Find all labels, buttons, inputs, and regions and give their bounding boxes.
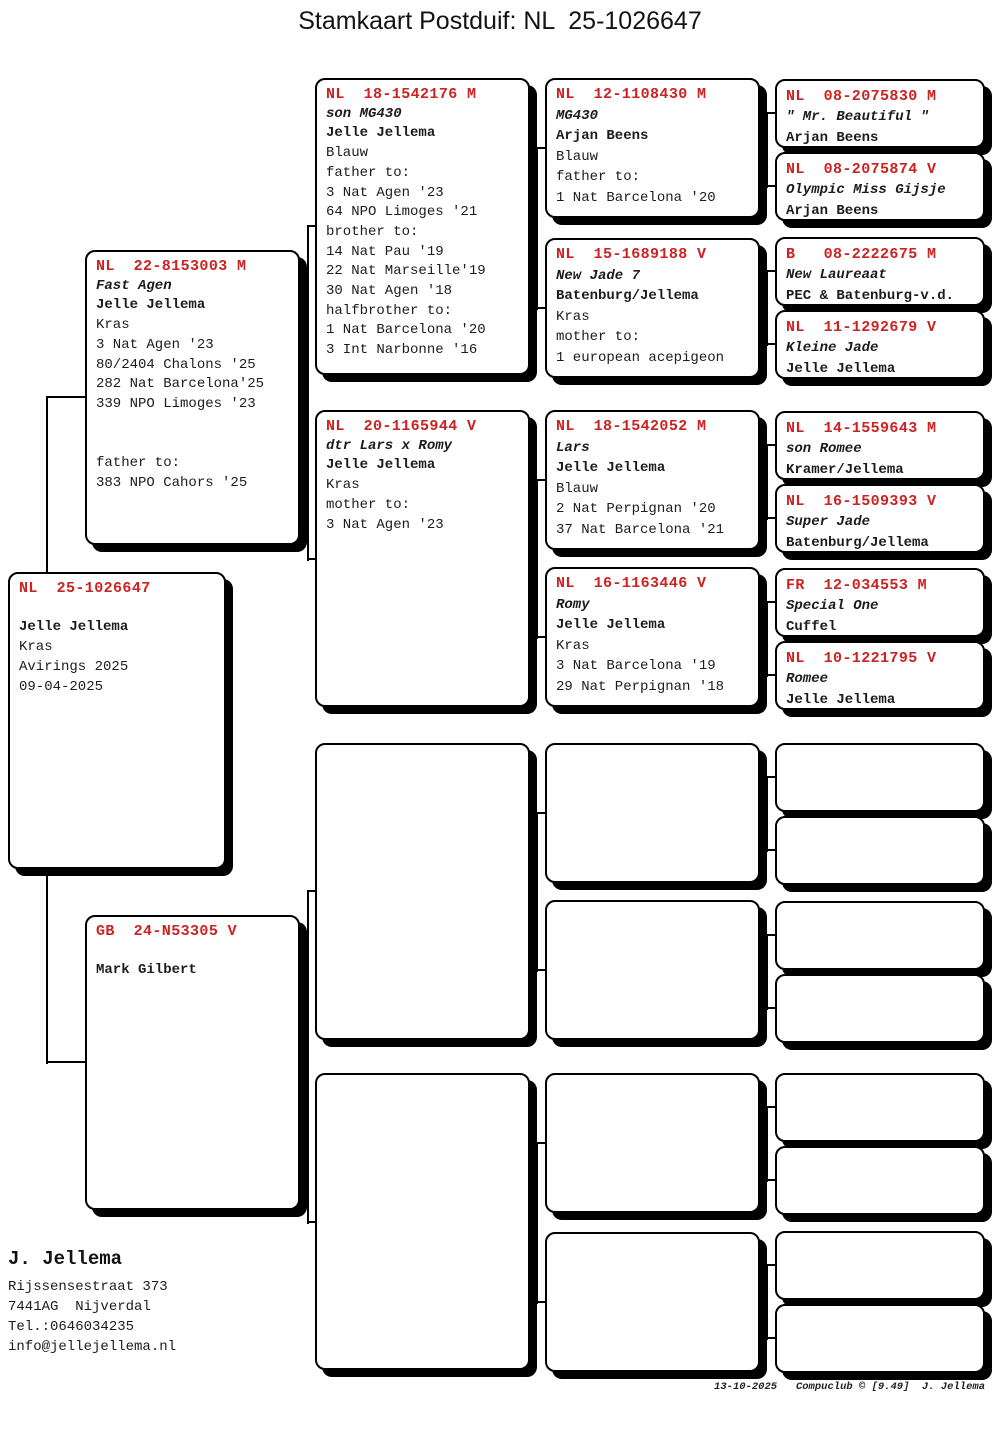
pedigree-box-gen5-5[interactable] — [775, 411, 985, 480]
connector-line — [307, 891, 309, 1224]
pigeon-name: Special One — [786, 598, 879, 614]
pedigree-box-gen5-empty[interactable] — [775, 1304, 985, 1373]
pedigree-box-sire-sire[interactable] — [315, 78, 530, 375]
pigeon-name: son MG430 — [326, 105, 402, 122]
ring-number: NL 22-8153003 M — [96, 258, 247, 275]
connector-line — [536, 479, 546, 481]
fancier-name: Jelle Jellema — [326, 457, 436, 474]
pedigree-box-gen5-empty[interactable] — [775, 974, 985, 1043]
ring-number: B 08-2222675 M — [786, 246, 937, 263]
pedigree-box-sd-sire[interactable] — [545, 410, 760, 550]
page-title: Stamkaart Postduif: NL 25-1026647 — [298, 7, 702, 35]
pigeon-name: Lars — [556, 439, 590, 456]
connector-line — [766, 444, 776, 446]
owner-city: 7441AG Nijverdal — [8, 1299, 151, 1315]
connector-line — [536, 1301, 546, 1303]
pedigree-box-ss-sire[interactable] — [545, 78, 760, 218]
pigeon-name: Romy — [556, 596, 590, 613]
connector-line — [766, 113, 768, 188]
fancier-name: Jelle Jellema — [19, 619, 129, 636]
detail-line: Kras — [326, 477, 360, 494]
pigeon-name: son Romee — [786, 441, 862, 457]
pedigree-box-gen4-empty[interactable] — [545, 900, 760, 1040]
connector-line — [766, 517, 776, 519]
ring-number: NL 08-2075830 M — [786, 88, 937, 105]
detail-line: 3 Nat Agen '23 — [326, 516, 444, 533]
connector-line — [766, 270, 776, 272]
detail-line: mother to: — [556, 329, 641, 346]
pedigree-box-dam-dam-empty[interactable] — [315, 1073, 530, 1370]
detail-line: Blauw — [326, 145, 369, 162]
ring-number: NL 18-1542052 M — [556, 418, 707, 435]
pedigree-box-sire[interactable] — [85, 250, 300, 545]
detail-line: 339 NPO Limoges '23 — [96, 395, 256, 412]
connector-line — [307, 226, 309, 561]
detail-line: 2 Nat Perpignan '20 — [556, 501, 716, 518]
pedigree-box-gen4-empty[interactable] — [545, 1232, 760, 1372]
connector-line — [766, 776, 776, 778]
detail-line: Kras — [556, 637, 590, 654]
detail-line: 64 NPO Limoges '21 — [326, 204, 478, 221]
detail-line: Blauw — [556, 148, 599, 165]
connector-line — [766, 112, 776, 114]
connector-line — [536, 480, 538, 639]
detail-line: halfbrother to: — [326, 302, 453, 319]
detail-line: father to: — [326, 164, 411, 181]
detail-line: brother to: — [326, 223, 419, 240]
fancier-name: Jelle Jellema — [556, 460, 666, 477]
fancier-name: Batenburg/Jellema — [786, 535, 929, 551]
ring-number: NL 11-1292679 V — [786, 319, 937, 336]
ring-number: NL 20-1165944 V — [326, 418, 477, 435]
connector-line — [766, 777, 768, 852]
connector-line — [536, 1142, 546, 1144]
pedigree-box-gen5-empty[interactable] — [775, 901, 985, 970]
pigeon-name: MG430 — [556, 107, 599, 124]
owner-street: Rijssensestraat 373 — [8, 1279, 168, 1295]
connector-line — [307, 1221, 316, 1223]
connector-line — [766, 602, 768, 677]
connector-line — [766, 1107, 768, 1182]
ring-number: NL 14-1559643 M — [786, 420, 937, 437]
fancier-name: Arjan Beens — [786, 203, 879, 219]
owner-block — [8, 1246, 176, 1357]
pedigree-box-gen5-1[interactable] — [775, 79, 985, 148]
detail-line: 1 european acepigeon — [556, 349, 725, 366]
connector-line — [307, 890, 316, 892]
pedigree-box-subject[interactable] — [8, 572, 226, 869]
detail-line: mother to: — [326, 496, 411, 513]
pedigree-box-gen5-empty[interactable] — [775, 1146, 985, 1215]
pigeon-name — [96, 942, 294, 962]
pedigree-box-gen5-empty[interactable] — [775, 816, 985, 885]
ring-number: NL 08-2075874 V — [786, 161, 937, 178]
ring-number: NL 12-1108430 M — [556, 86, 707, 103]
connector-line — [536, 147, 546, 149]
pedigree-box-gen4-empty[interactable] — [545, 743, 760, 883]
fancier-name: Arjan Beens — [556, 128, 649, 145]
detail-line: 30 Nat Agen '18 — [326, 283, 453, 300]
connector-line — [46, 396, 86, 398]
fancier-name: Batenburg/Jellema — [556, 288, 699, 305]
detail-line: father to: — [556, 169, 641, 186]
fancier-name: Arjan Beens — [786, 130, 879, 146]
connector-line — [766, 1264, 776, 1266]
detail-line: 1 Nat Barcelona '20 — [556, 189, 716, 206]
ring-number: NL 15-1689188 V — [556, 246, 707, 263]
detail-line: 383 NPO Cahors '25 — [96, 474, 248, 491]
ring-number: NL 16-1509393 V — [786, 493, 937, 510]
detail-line: Avirings 2025 — [19, 658, 129, 675]
fancier-name: Jelle Jellema — [786, 692, 896, 708]
detail-line: 09-04-2025 — [19, 678, 104, 695]
connector-line — [766, 934, 776, 936]
detail-line: 14 Nat Pau '19 — [326, 243, 444, 260]
detail-line: 3 Nat Agen '23 — [326, 184, 444, 201]
connector-line — [766, 601, 776, 603]
pedigree-box-gen5-3[interactable] — [775, 237, 985, 306]
fancier-name: Jelle Jellema — [556, 617, 666, 634]
connector-line — [46, 869, 48, 1064]
pigeon-name: dtr Lars x Romy — [326, 437, 453, 454]
detail-line: 282 Nat Barcelona'25 — [96, 376, 265, 393]
detail-line — [96, 415, 294, 435]
detail-line: Kras — [96, 317, 130, 334]
pigeon-name: New Laureaat — [786, 267, 887, 283]
ring-number: FR 12-034553 M — [786, 577, 928, 594]
pedigree-box-gen5-4[interactable] — [775, 310, 985, 379]
connector-line — [536, 1143, 538, 1304]
fancier-name: Mark Gilbert — [96, 962, 197, 979]
detail-line — [96, 434, 294, 454]
pedigree-box-gen5-empty[interactable] — [775, 1231, 985, 1300]
pigeon-name: " Mr. Beautiful " — [786, 109, 929, 125]
pigeon-name: Kleine Jade — [786, 340, 879, 356]
ring-number: GB 24-N53305 V — [96, 923, 238, 940]
connector-line — [536, 813, 538, 972]
ring-number: NL 16-1163446 V — [556, 575, 707, 592]
connector-line — [46, 397, 48, 574]
ring-number: NL 10-1221795 V — [786, 650, 937, 667]
pedigree-box-sire-dam[interactable] — [315, 410, 530, 707]
connector-line — [766, 1007, 776, 1009]
connector-line — [766, 1179, 776, 1181]
pedigree-box-gen5-7[interactable] — [775, 568, 985, 637]
detail-line: 37 Nat Barcelona '21 — [556, 521, 725, 538]
detail-line: 3 Nat Barcelona '19 — [556, 658, 716, 675]
owner-name: J. Jellema — [8, 1248, 123, 1270]
connector-line — [766, 445, 768, 520]
detail-line: 80/2404 Chalons '25 — [96, 356, 256, 373]
connector-line — [766, 674, 776, 676]
connector-line — [536, 307, 546, 309]
detail-line: Blauw — [556, 480, 599, 497]
pigeon-name — [19, 599, 220, 619]
detail-line: 1 Nat Barcelona '20 — [326, 322, 486, 339]
connector-line — [766, 935, 768, 1010]
connector-line — [307, 558, 316, 560]
detail-line: 29 Nat Perpignan '18 — [556, 678, 725, 695]
pigeon-name: Super Jade — [786, 514, 871, 530]
pedigree-box-gen5-2[interactable] — [775, 152, 985, 221]
fancier-name: Jelle Jellema — [786, 361, 896, 377]
owner-phone: Tel.:0646034235 — [8, 1319, 135, 1335]
pedigree-box-dam-sire-empty[interactable] — [315, 743, 530, 1040]
pedigree-box-gen5-6[interactable] — [775, 484, 985, 553]
connector-line — [536, 812, 546, 814]
pedigree-box-gen5-empty[interactable] — [775, 743, 985, 812]
pedigree-box-sd-dam[interactable] — [545, 567, 760, 707]
fancier-name: Jelle Jellema — [326, 125, 436, 142]
pedigree-box-dam[interactable] — [85, 915, 300, 1210]
connector-line — [536, 636, 546, 638]
connector-line — [307, 225, 316, 227]
fancier-name: Jelle Jellema — [96, 297, 206, 314]
detail-line: 22 Nat Marseille'19 — [326, 263, 486, 280]
fancier-name: Cuffel — [786, 619, 837, 635]
detail-line: Kras — [556, 308, 590, 325]
ring-number: NL 18-1542176 M — [326, 86, 477, 103]
connector-line — [766, 1106, 776, 1108]
connector-line — [766, 1265, 768, 1340]
connector-line — [766, 271, 768, 346]
pigeon-name: Olympic Miss Gijsje — [786, 182, 946, 198]
connector-line — [536, 969, 546, 971]
connector-line — [46, 1061, 86, 1063]
detail-line: father to: — [96, 455, 181, 472]
detail-line: 3 Nat Agen '23 — [96, 336, 214, 353]
pigeon-name: Fast Agen — [96, 277, 172, 294]
pedigree-box-gen5-8[interactable] — [775, 641, 985, 710]
connector-line — [766, 1337, 776, 1339]
connector-line — [766, 849, 776, 851]
connector-line — [536, 148, 538, 310]
owner-email: info@jellejellema.nl — [8, 1339, 177, 1355]
pedigree-box-gen4-empty[interactable] — [545, 1073, 760, 1213]
connector-line — [766, 343, 776, 345]
fancier-name: Kramer/Jellema — [786, 462, 904, 478]
pedigree-box-gen5-empty[interactable] — [775, 1073, 985, 1142]
pigeon-name: New Jade 7 — [556, 267, 641, 284]
detail-line: 3 Int Narbonne '16 — [326, 342, 478, 359]
pigeon-name: Romee — [786, 671, 829, 687]
ring-number: NL 25-1026647 — [19, 580, 151, 597]
print-footer: 13-10-2025 Compuclub © [9.49] J. Jellema — [714, 1381, 985, 1393]
pedigree-box-ss-dam[interactable] — [545, 238, 760, 378]
detail-line: Kras — [19, 639, 53, 656]
connector-line — [766, 185, 776, 187]
fancier-name: PEC & Batenburg-v.d. — [786, 288, 955, 304]
